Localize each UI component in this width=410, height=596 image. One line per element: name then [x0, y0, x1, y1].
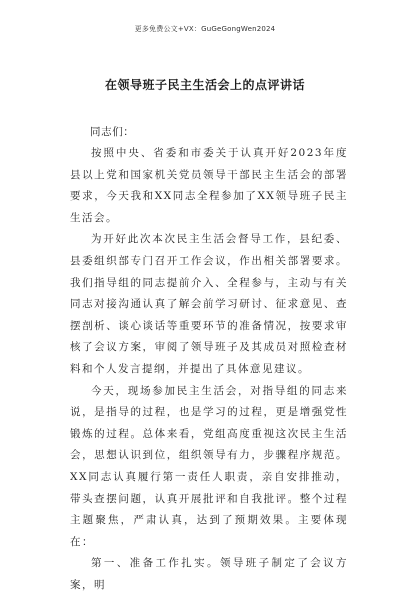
paragraph-4: 第一、准备工作扎实。领导班子制定了会议方案，明	[70, 557, 348, 591]
salutation: 同志们：	[90, 126, 135, 138]
paragraph-2: 为开好此次本次民主生活会督导工作，县纪委、县委组织部专门召开工作会议，作出相关部署要求。我们指导组的同志提前介入、全程参与，主动与有关同志对接沟通认真了解会前学习研讨、征求意见、查摆剖析、谈心谈话等重要环节的准备情况，按要求审核了会议方案，审阅了领导班子及其成员对照检查材料和个人发言提纲，并提出了具体意见建议。	[70, 233, 348, 375]
document-title: 在领导班子民主生活会上的点评讲话	[104, 78, 305, 92]
paragraph-1: 按照中央、省委和市委关于认真开好2023年度县以上党和国家机关党员领导干部民主生活会的部署要求，今天我和XX同志全程参加了XX领导班子民主生活会。	[70, 147, 348, 224]
document-body	[70, 121, 348, 596]
paragraph-3: 今天，现场参加民主生活会，对指导组的同志来说，是指导的过程，也是学习的过程，更是增强党性锻炼的过程。总体来看，党组高度重视这次民主生活会，思想认识到位，组织领导有力，步骤程序规范。XX同志认真履行第一责任人职责，亲自安排推动，带头查摆问题，认真开展批评和自我批评。整个过程主题聚焦，严肃认真，达到了预期效果。主要体现在：	[70, 384, 348, 548]
header-note: 更多免费公文+VX：GuGeGongWen2024	[134, 25, 276, 33]
